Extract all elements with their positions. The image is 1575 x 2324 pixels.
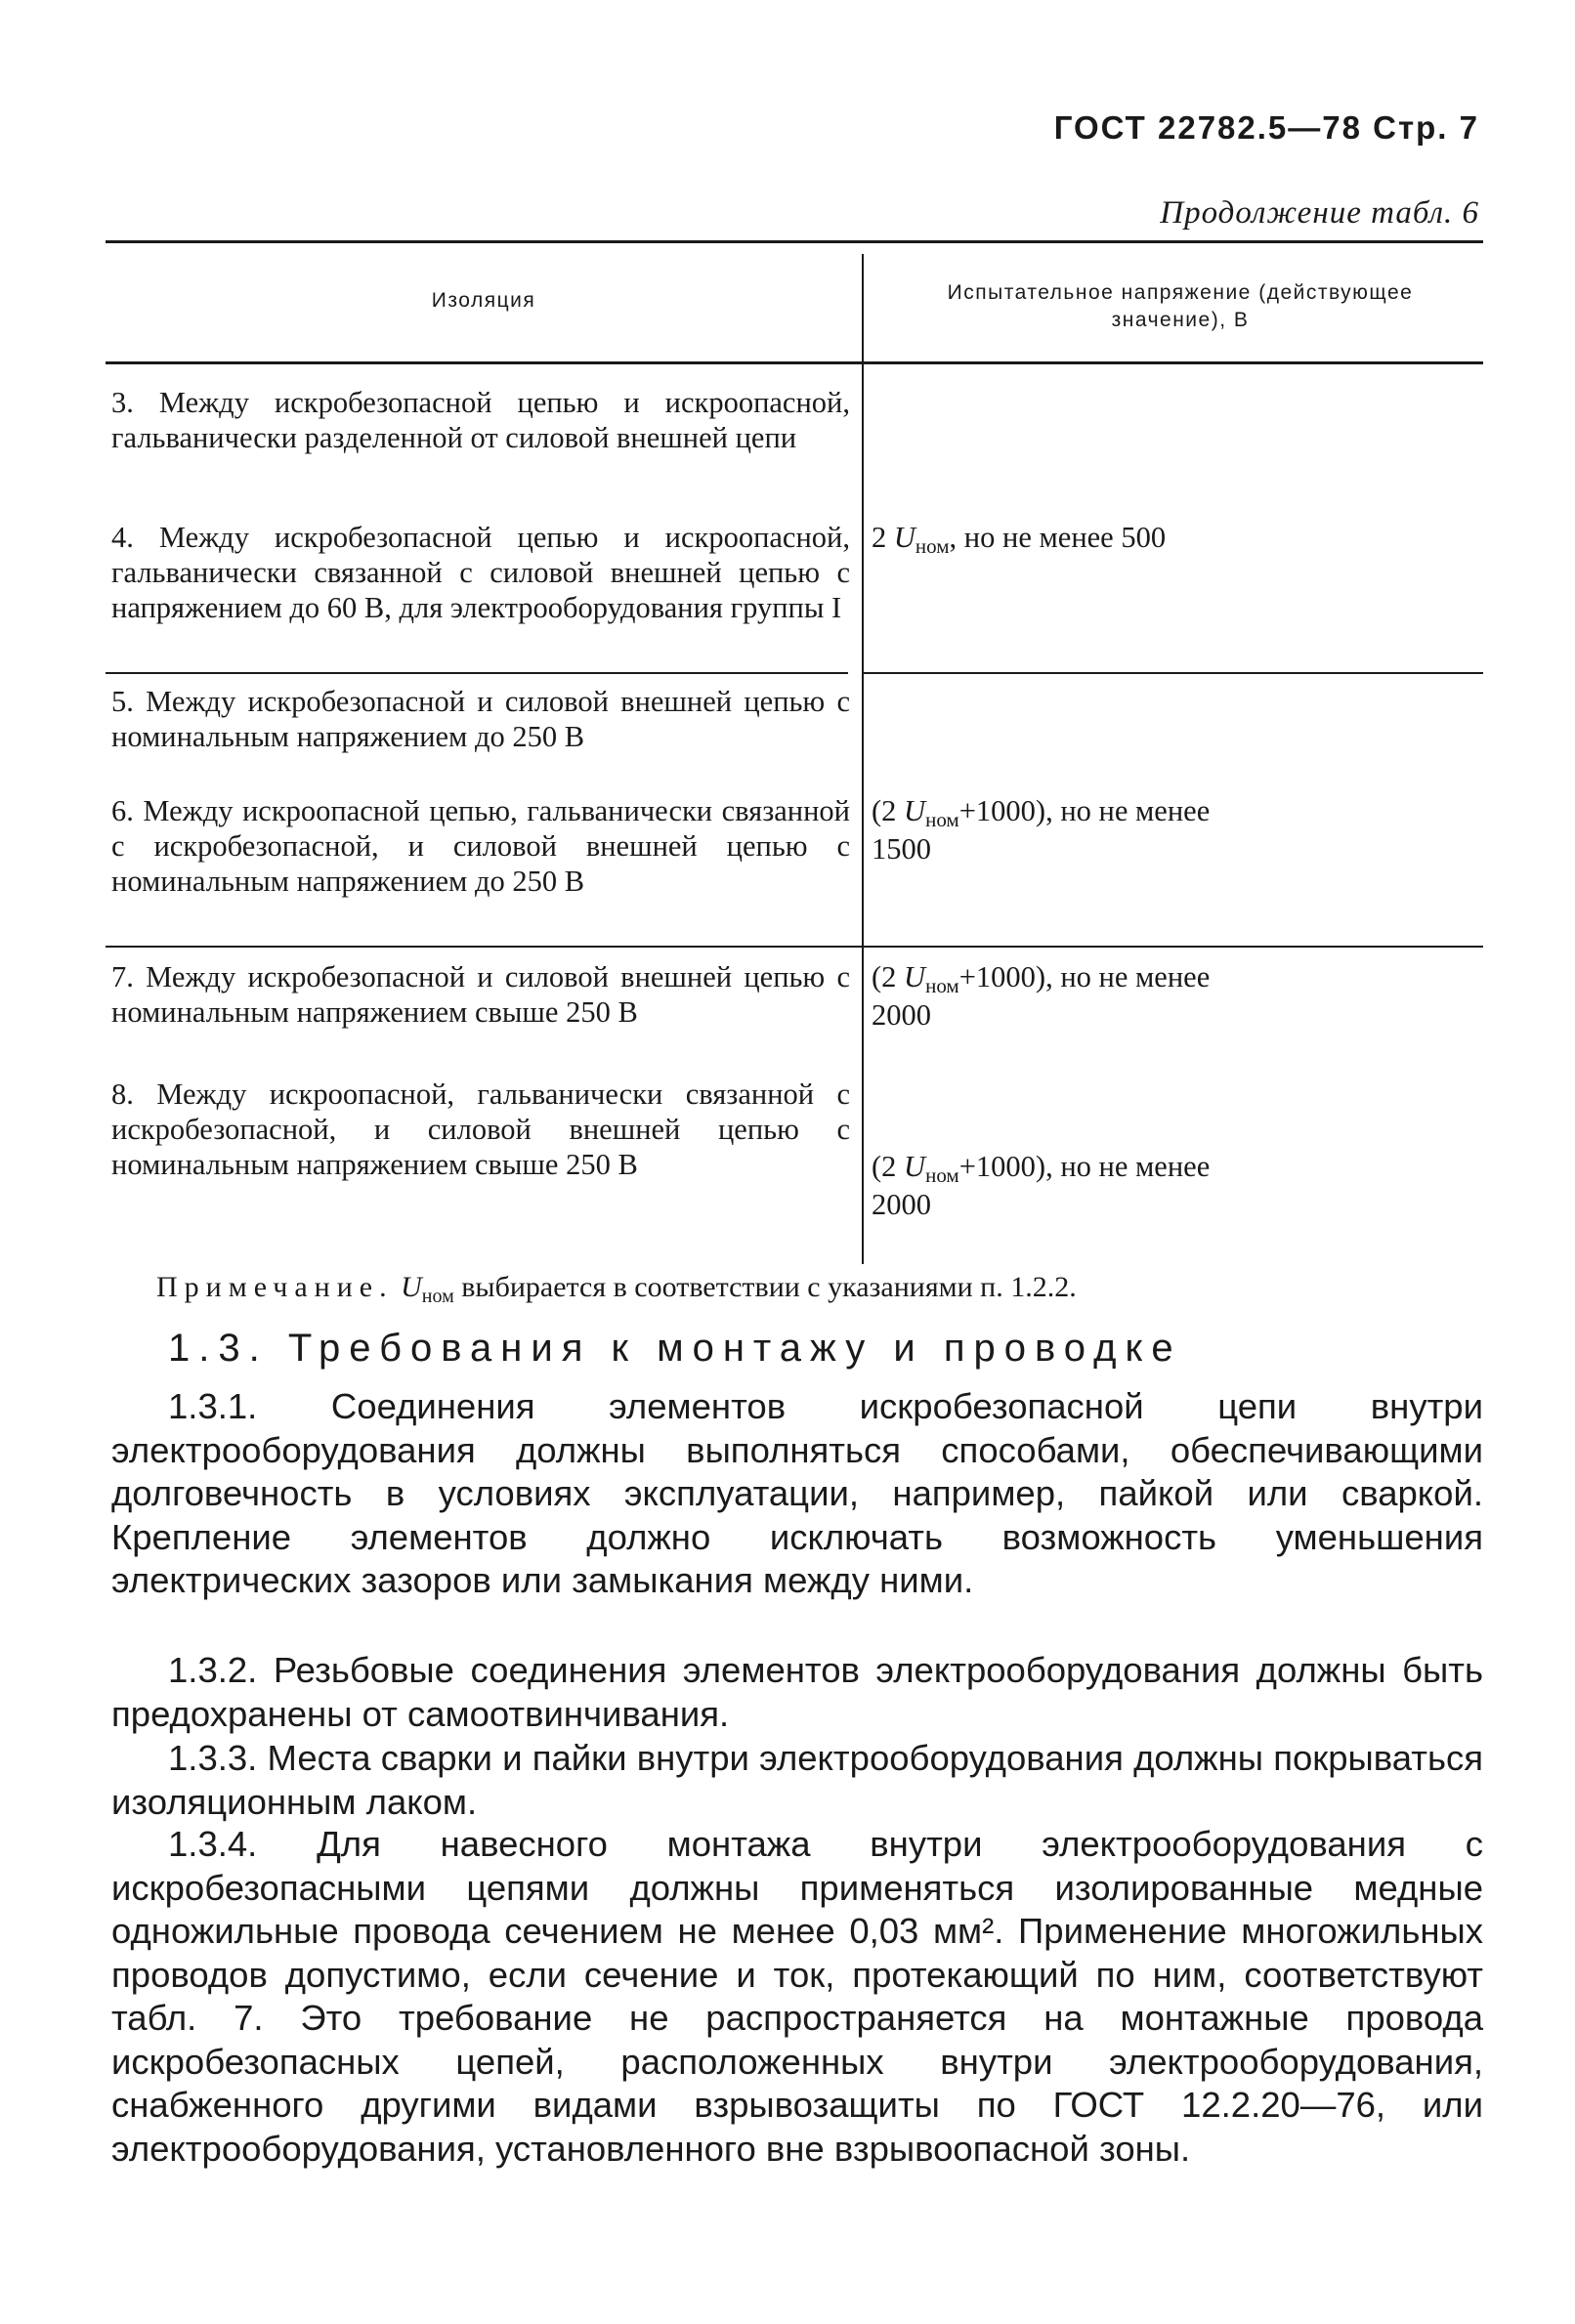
test-voltage-value: (2 Uном+1000), но не менее 1500 [872, 794, 1211, 866]
table-row-6: 6. Между искроопасной цепью, гальванически связанной с искробезопасной, и силовой внешней цепью с номинальным напряжением до 250 В [111, 794, 850, 898]
column-header-test-voltage: Испытательное напряжение (действующее значение), В [947, 281, 1414, 331]
page-header: ГОСТ 22782.5—78 Стр. 7 [1053, 109, 1479, 146]
test-voltage-value: (2 Uном+1000), но не менее 2000 [872, 960, 1211, 1032]
test-voltage-value: (2 Uном+1000), но не менее 2000 [872, 1150, 1211, 1221]
table-row-8: 8. Между искроопасной, гальванически связанной с искробезопасной, и силовой внешней цепью с номинальным напряжением свыше 250 В [111, 1077, 850, 1181]
table-note: Примечание. $U_{ном}$ выбирается в соответствии с указаниями п. 1.2.2. [156, 1271, 1077, 1307]
paragraph-1-3-2: 1.3.2. Резьбовые соединения элементов электрооборудования должны быть предохранены от самоотвинчивания. [111, 1650, 1483, 1734]
table-column-rule [862, 254, 864, 1264]
paragraph-1-3-3: 1.3.3. Места сварки и пайки внутри электрооборудования должны покрываться изоляционным лаком. [111, 1738, 1483, 1822]
table-row-rule [106, 672, 848, 674]
table-header-rule [106, 361, 1483, 364]
table-row-7: 7. Между искробезопасной и силовой внешней цепью с номинальным напряжением свыше 250 В [111, 960, 850, 1029]
table-row-3: 3. Между искробезопасной цепью и искроопасной, гальванически разделенной от силовой внешней цепи [111, 386, 850, 454]
section-title: 1.3. Требования к монтажу и проводке [168, 1327, 1182, 1370]
paragraph-1-3-4: 1.3.4. Для навесного монтажа внутри электрооборудования с искробезопасными цепями должны применяться изолированные медные одножильные провода сечением не менее 0,03 мм². Применение многожильных проводов допустимо, если сечение и ток, протекающий по ним, соответствуют табл. 7. Это требование не распространяется на монтажные провода искробезопасных цепей, расположенных внутри электрооборудования, снабженного другими видами взрывозащиты по ГОСТ 12.2.20—76, или электрооборудования, установленного вне взрывоопасной зоны. [111, 1824, 1483, 2169]
table-row-rule [862, 672, 1483, 674]
table-top-rule [106, 240, 1483, 243]
column-header-insulation: Изоляция [431, 289, 536, 312]
insulation-test-table [106, 240, 1483, 1264]
table-continuation-label: Продолжение табл. 6 [1160, 195, 1479, 231]
table-row-rule [106, 946, 1483, 948]
test-voltage-value: 2 Uном, но не менее 500 [872, 521, 1167, 558]
paragraph-1-3-1: 1.3.1. Соединения элементов искробезопасной цепи внутри электрооборудования должны выполняться способами, обеспечивающими долговечность в условиях эксплуатации, например, пайкой или сваркой. Крепление элементов должно исключать возможность уменьшения электрических зазоров или замыкания между ними. [111, 1386, 1483, 1600]
table-row-4: 4. Между искробезопасной цепью и искроопасной, гальванически связанной с силовой внешней цепью с напряжением до 60 В, для электрооборудования группы I [111, 521, 850, 624]
table-row-5: 5. Между искробезопасной и силовой внешней цепью с номинальным напряжением до 250 В [111, 685, 850, 753]
